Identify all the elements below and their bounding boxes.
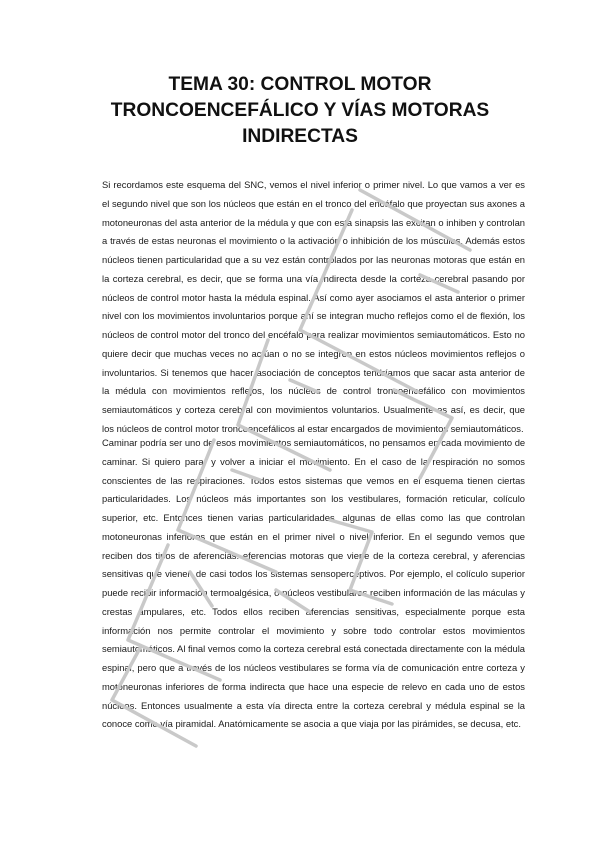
text-line: sensitivas que vienen de casi todos los sistemas sensoperceptivos. Por ejemplo, el colículo superior xyxy=(102,568,525,580)
text-line: información nos permite controlar el movimiento y sobre todo controlar estos movimientos xyxy=(102,624,525,636)
text-line: semiautomáticos. Al final vemos como la corteza cerebral está conectada directamente con la médula xyxy=(102,643,525,655)
text-line: conscientes de las respiraciones. Todos estos sistemas que vemos en el esquema tienen ciertas xyxy=(102,474,525,486)
title-line: TEMA 30: CONTROL MOTOR xyxy=(168,74,432,95)
text-line: el segundo nivel que son los núcleos que están en el tronco del encéfalo que proyectan sus axones a xyxy=(102,197,525,209)
text-line: conoce como vía piramidal. Anatómicamente se asocia a que viaja por las pirámides, se decusa, etc. xyxy=(102,718,521,730)
text-line: particularidades. Los núcleos más importantes son los vestibulares, formación reticular, colículo xyxy=(102,493,525,505)
text-line: puede recibir información termoalgésica, o núcleos vestibulares reciben información de las máculas y xyxy=(102,587,525,598)
text-line: núcleos de control motor hasta la médula espinal. Así como ayer asociamos el asta anterior o primer xyxy=(102,291,525,303)
text-line: reciben dos tipos de aferencias: eferencias motoras que viene de la corteza cerebral, y aferencias xyxy=(102,549,525,561)
text-line: involuntarios. Si tenemos que hacer asociación de conceptos tendríamos que sacar asta anterior de xyxy=(102,366,525,378)
text-line: a través de estas neuronas el movimiento o la activación o inhibición de los músculos. Además estos xyxy=(102,235,525,247)
text-line: motoneuronas inferiores que están en el primer nivel o nivel inferior. En el segundo vemos que xyxy=(102,530,525,542)
text-line: motoneuronas inferiores de forma indirecta que hace una especie de relevo en cada uno de estos xyxy=(102,680,525,692)
text-line: crestas ampulares, etc. Todos ellos reciben aferencias sensitivas, especialmente porque esta xyxy=(102,605,525,617)
text-line: espinal, pero que a través de los núcleos vestibulares se forma vía de comunicación entre corteza y xyxy=(102,662,525,673)
text-line: núcleos. Entonces usualmente a esta vía directa entre la corteza cerebral y médula espinal se la xyxy=(102,699,525,711)
paragraph-2 xyxy=(102,434,525,734)
text-line: quiere decir que muchas veces no actúan o no se integren en estos núcleos movimientos reflejos o xyxy=(102,347,525,359)
page-title xyxy=(70,72,530,150)
title-line: INDIRECTAS xyxy=(242,126,358,147)
text-line: nivel con los movimientos involuntarios porque ahí se integran mucho reflejos como el de flexión, los xyxy=(102,310,525,322)
text-line: caminar. Si quiero parar y volver a iniciar el movimiento. En el caso de la respiración no somos xyxy=(102,455,525,467)
text-line: núcleos de control motor del tronco del encéfalo para realizar movimientos semiautomáticos. Esto no xyxy=(102,329,525,340)
text-line: superior, etc. Entonces tienen varias particularidades, algunas de ellas como las que controlan xyxy=(102,512,525,523)
text-line: los núcleos de control motor troncoencefálicos al estar encargados de movimientos semiautomáticos. xyxy=(102,422,524,434)
text-line: núcleos tienen particularidad que a su vez están controlados por las neuronas motoras que están en xyxy=(102,254,525,265)
text-line: la corteza cerebral, es decir, que se forma una vía indirecta desde la corteza cerebral pasando por xyxy=(102,272,525,284)
text-line: Caminar podría ser uno de esos movimientos semiautomáticos, no pensamos en cada movimiento de xyxy=(102,437,525,448)
text-line: motoneuronas del asta anterior de la médula y que con esta sinapsis las excitan o inhiben y controlan xyxy=(102,216,525,228)
text-line: Si recordamos este esquema del SNC, vemos el nivel inferior o primer nivel. Lo que vamos a ver es xyxy=(102,179,525,190)
paragraph-1 xyxy=(102,176,525,439)
title-line: TRONCOENCEFÁLICO Y VÍAS MOTORAS xyxy=(110,100,490,121)
text-line: la médula con movimientos reflejos, los núcleos de control troncoencefálico con movimientos xyxy=(102,385,525,397)
text-line: semiautomáticos y corteza cerebral con movimientos voluntarios. Usualmente es así, es decir, que xyxy=(102,404,525,415)
